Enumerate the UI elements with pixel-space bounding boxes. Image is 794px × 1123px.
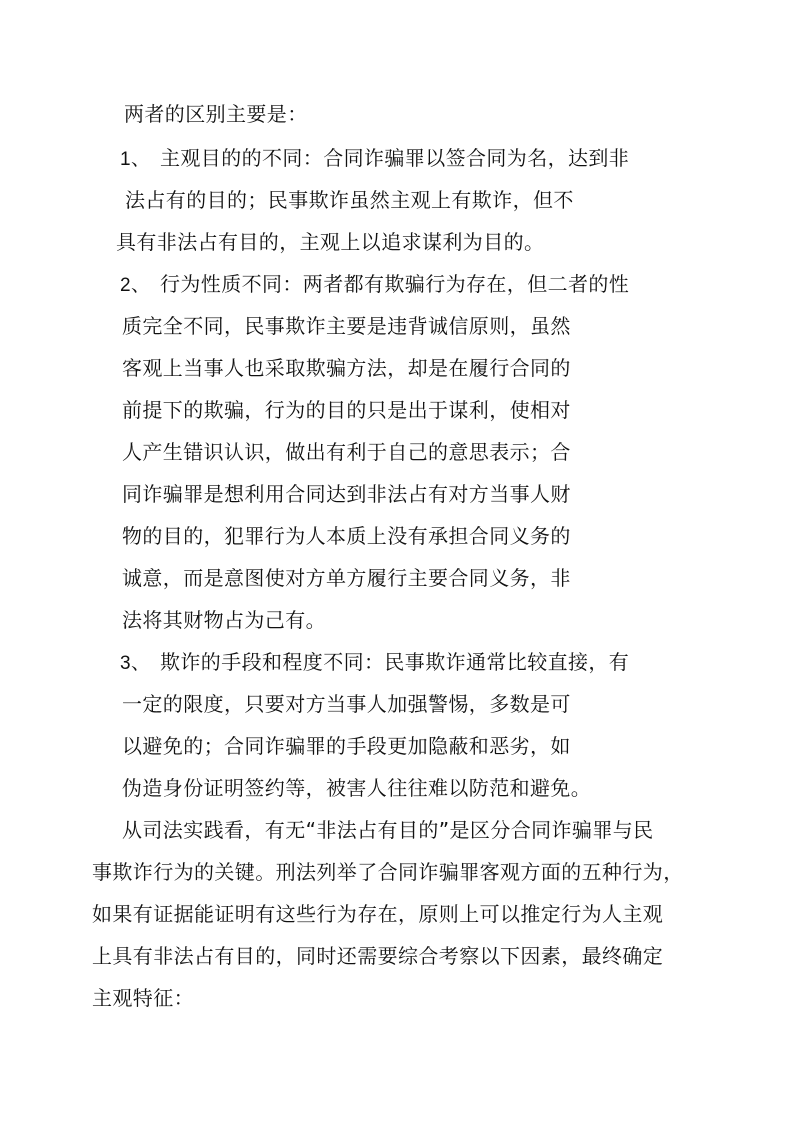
point-2-line-8: 诚意，而是意图使对方单方履行主要合同义务，非 — [122, 566, 571, 590]
intro-text: 两者的区别主要是： — [124, 102, 308, 126]
point-3-line-3: 以避免的；合同诈骗罪的手段更加隐蔽和恶劣，如 — [122, 734, 571, 758]
point-1-number: 1、 — [120, 149, 151, 170]
conclusion-line-2: 事欺诈行为的关键。刑法列举了合同诈骗罪客观方面的五种行为， — [92, 860, 684, 884]
point-1-first-line — [120, 145, 629, 173]
point-3-line-1: 欺诈的手段和程度不同：民事欺诈通常比较直接，有 — [160, 650, 630, 674]
point-2-line-3: 客观上当事人也采取欺骗方法，却是在履行合同的 — [122, 356, 571, 380]
point-2-first-line — [120, 271, 629, 299]
point-3-line-2: 一定的限度，只要对方当事人加强警惕，多数是可 — [122, 692, 571, 716]
point-2-line-9: 法将其财物占为己有。 — [122, 608, 326, 632]
point-1-line-2: 法占有的目的；民事欺诈虽然主观上有欺诈，但不 — [125, 188, 574, 212]
conclusion-line-1: 从司法实践看，有无“非法占有目的”是区分合同诈骗罪与民 — [122, 818, 654, 842]
point-2-number: 2、 — [120, 275, 151, 296]
conclusion-line-3: 如果有证据能证明有这些行为存在，原则上可以推定行为人主观 — [92, 902, 664, 926]
conclusion-line-5: 主观特征： — [92, 986, 194, 1010]
point-1-line-1: 主观目的的不同：合同诈骗罪以签合同为名，达到非 — [160, 146, 630, 170]
conclusion-line-4: 上具有非法占有目的，同时还需要综合考察以下因素，最终确定 — [92, 944, 664, 968]
point-2-line-7: 物的目的，犯罪行为人本质上没有承担合同义务的 — [122, 524, 571, 548]
point-3-line-4: 伪造身份证明签约等，被害人往往难以防范和避免。 — [122, 776, 592, 800]
point-2-line-1: 行为性质不同：两者都有欺骗行为存在，但二者的性 — [160, 272, 630, 296]
point-2-line-5: 人产生错识认识，做出有利于自己的意思表示；合 — [122, 440, 571, 464]
point-3-number: 3、 — [120, 653, 151, 674]
point-2-line-4: 前提下的欺骗，行为的目的只是出于谋利，使相对 — [122, 398, 571, 422]
point-1-line-3: 具有非法占有目的，主观上以追求谋利为目的。 — [116, 230, 545, 254]
point-2-line-6: 同诈骗罪是想利用合同达到非法占有对方当事人财 — [122, 482, 571, 506]
point-3-first-line — [120, 649, 629, 677]
point-2-line-2: 质完全不同，民事欺诈主要是违背诚信原则，虽然 — [122, 314, 571, 338]
